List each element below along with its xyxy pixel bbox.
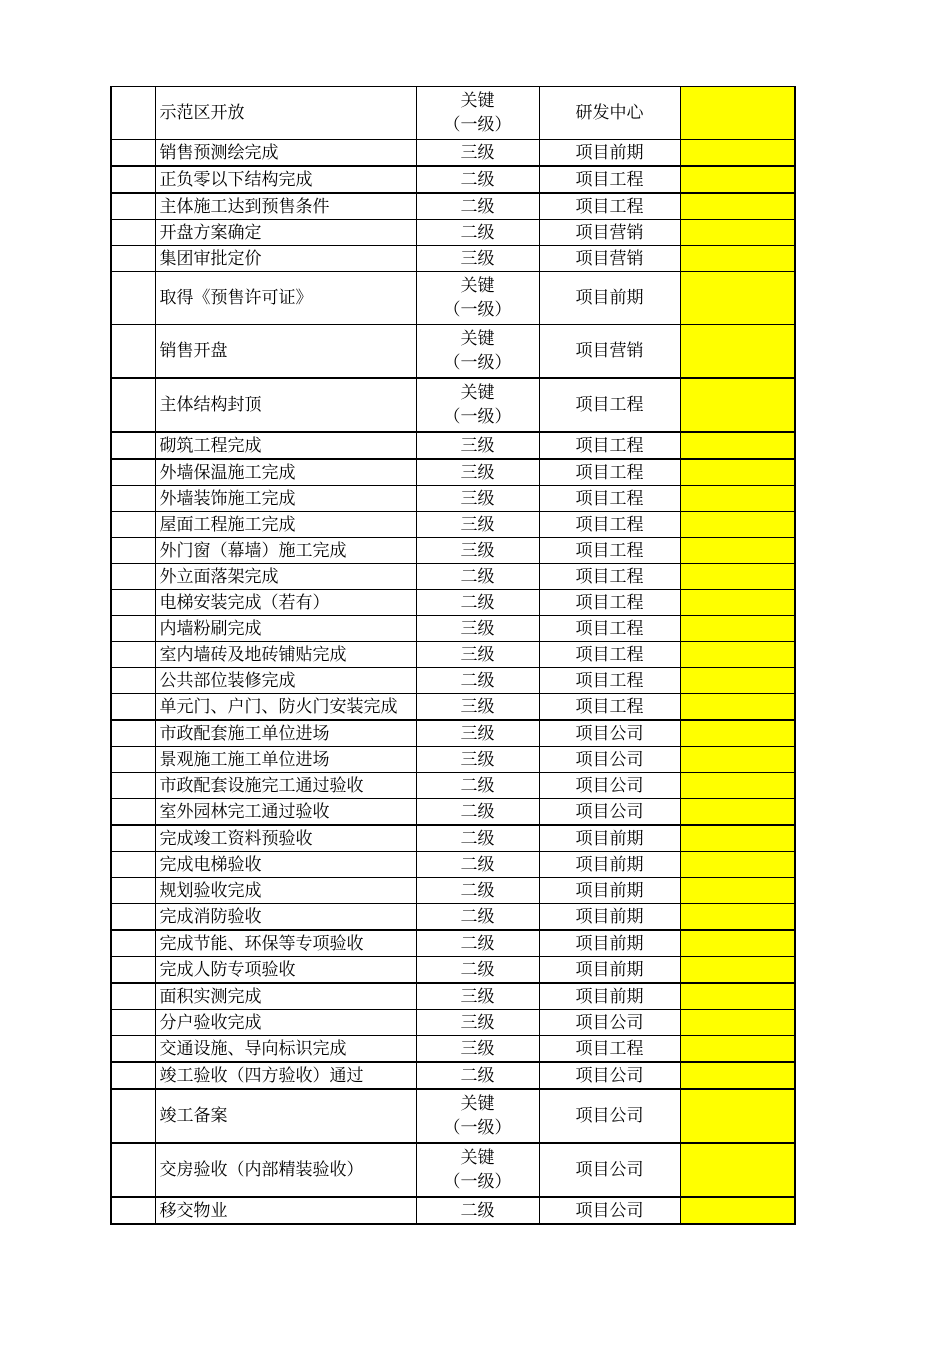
responsible-dept-cell[interactable]: 项目公司: [539, 1010, 680, 1036]
row-index-cell[interactable]: [111, 512, 155, 538]
milestone-name-cell[interactable]: 完成人防专项验收: [155, 957, 416, 984]
responsible-dept-cell[interactable]: 项目公司: [539, 1143, 680, 1197]
milestone-level-cell[interactable]: [416, 904, 539, 931]
table-row: [111, 246, 795, 272]
highlighted-date-cell[interactable]: [680, 512, 795, 538]
level-text: 三级: [460, 723, 495, 744]
highlighted-date-cell[interactable]: [680, 246, 795, 272]
level-text: 二级: [460, 1200, 495, 1221]
responsible-dept-cell[interactable]: 项目公司: [539, 1089, 680, 1143]
milestone-level-cell[interactable]: [416, 512, 539, 538]
highlighted-date-cell[interactable]: [680, 878, 795, 904]
level-text: 二级: [460, 854, 495, 875]
milestone-name-cell[interactable]: 景观施工施工单位进场: [155, 747, 416, 773]
row-index-cell[interactable]: [111, 325, 155, 379]
highlighted-date-cell[interactable]: [680, 799, 795, 826]
level-text: 二级: [460, 828, 495, 849]
table-row: [111, 1036, 795, 1063]
responsible-dept-cell[interactable]: 项目前期: [539, 140, 680, 167]
milestone-name-cell[interactable]: 内墙粉刷完成: [155, 616, 416, 642]
table-row: [111, 486, 795, 512]
table-row: [111, 512, 795, 538]
milestone-name-cell[interactable]: 单元门、户门、防火门安装完成: [155, 694, 416, 721]
milestone-name-cell[interactable]: 销售预测绘完成: [155, 140, 416, 167]
row-index-cell[interactable]: [111, 272, 155, 325]
highlighted-date-cell[interactable]: [680, 325, 795, 379]
level-text: 三级: [460, 1038, 495, 1059]
table-row: [111, 220, 795, 246]
table-row: [111, 616, 795, 642]
milestone-level-cell[interactable]: [416, 1089, 539, 1143]
responsible-dept-cell[interactable]: 项目工程: [539, 1036, 680, 1063]
responsible-dept-cell[interactable]: 项目工程: [539, 590, 680, 616]
milestone-level-cell[interactable]: [416, 1036, 539, 1063]
row-index-cell[interactable]: [111, 668, 155, 694]
level-text: 关键: [460, 276, 495, 296]
responsible-dept-cell[interactable]: 项目公司: [539, 1197, 680, 1224]
milestone-name-cell[interactable]: 外门窗（幕墙）施工完成: [155, 538, 416, 564]
highlighted-date-cell[interactable]: [680, 1089, 795, 1143]
milestone-name-cell[interactable]: 市政配套设施完工通过验收: [155, 773, 416, 799]
row-index-cell[interactable]: [111, 432, 155, 459]
row-index-cell[interactable]: [111, 1143, 155, 1197]
level-text: 三级: [460, 644, 495, 665]
milestone-name-cell[interactable]: 销售开盘: [155, 325, 416, 379]
level-text: 三级: [460, 488, 495, 509]
table-row: [111, 325, 795, 379]
milestone-level-cell[interactable]: [416, 852, 539, 878]
table-row: [111, 140, 795, 167]
milestone-name-cell[interactable]: 主体施工达到预售条件: [155, 193, 416, 220]
milestone-name-cell[interactable]: 分户验收完成: [155, 1010, 416, 1036]
highlighted-date-cell[interactable]: [680, 983, 795, 1010]
milestone-name-cell[interactable]: 砌筑工程完成: [155, 432, 416, 459]
table-row: [111, 773, 795, 799]
table-row: [111, 432, 795, 459]
highlighted-date-cell[interactable]: [680, 668, 795, 694]
table-row: [111, 87, 795, 140]
highlighted-date-cell[interactable]: [680, 720, 795, 747]
level-text: 二级: [460, 801, 495, 822]
highlighted-date-cell[interactable]: [680, 1143, 795, 1197]
row-index-cell[interactable]: [111, 1062, 155, 1089]
level-text: 二级: [460, 592, 495, 613]
milestone-name-cell[interactable]: 市政配套施工单位进场: [155, 720, 416, 747]
milestone-name-cell[interactable]: 交房验收（内部精装验收）: [155, 1143, 416, 1197]
level-text: （一级）: [443, 353, 512, 373]
highlighted-date-cell[interactable]: [680, 564, 795, 590]
responsible-dept-cell[interactable]: 项目前期: [539, 852, 680, 878]
responsible-dept-cell[interactable]: 项目前期: [539, 904, 680, 931]
milestone-sheet: [110, 86, 794, 1225]
responsible-dept-cell[interactable]: 项目工程: [539, 193, 680, 220]
table-row: [111, 193, 795, 220]
milestone-level-cell[interactable]: [416, 930, 539, 957]
milestone-name-cell[interactable]: 外立面落架完成: [155, 564, 416, 590]
row-index-cell[interactable]: [111, 694, 155, 721]
row-index-cell[interactable]: [111, 642, 155, 668]
row-index-cell[interactable]: [111, 140, 155, 167]
row-index-cell[interactable]: [111, 904, 155, 931]
milestone-level-cell[interactable]: [416, 1010, 539, 1036]
milestone-level-cell[interactable]: [416, 272, 539, 325]
row-index-cell[interactable]: [111, 616, 155, 642]
table-row: [111, 720, 795, 747]
row-index-cell[interactable]: [111, 538, 155, 564]
milestone-name-cell[interactable]: 面积实测完成: [155, 983, 416, 1010]
table-row: [111, 957, 795, 984]
level-text: 三级: [460, 618, 495, 639]
milestone-name-cell[interactable]: 完成消防验收: [155, 904, 416, 931]
responsible-dept-cell[interactable]: 项目工程: [539, 538, 680, 564]
row-index-cell[interactable]: [111, 799, 155, 826]
row-index-cell[interactable]: [111, 220, 155, 246]
responsible-dept-cell[interactable]: 项目前期: [539, 930, 680, 957]
milestone-level-cell[interactable]: [416, 668, 539, 694]
highlighted-date-cell[interactable]: [680, 694, 795, 721]
table-row: [111, 852, 795, 878]
milestone-name-cell[interactable]: 移交物业: [155, 1197, 416, 1224]
milestone-name-cell[interactable]: 电梯安装完成（若有）: [155, 590, 416, 616]
row-index-cell[interactable]: [111, 1197, 155, 1224]
level-text: （一级）: [443, 1118, 512, 1138]
table-row: [111, 1143, 795, 1197]
level-text: 三级: [460, 435, 495, 456]
responsible-dept-cell[interactable]: 项目前期: [539, 272, 680, 325]
level-text: 二级: [460, 196, 495, 217]
milestone-level-cell[interactable]: [416, 220, 539, 246]
level-text: 二级: [460, 775, 495, 796]
level-text: 二级: [460, 670, 495, 691]
responsible-dept-cell[interactable]: 项目工程: [539, 694, 680, 721]
row-index-cell[interactable]: [111, 87, 155, 140]
table-row: [111, 878, 795, 904]
table-row: [111, 668, 795, 694]
responsible-dept-cell[interactable]: 项目工程: [539, 668, 680, 694]
responsible-dept-cell[interactable]: 项目前期: [539, 825, 680, 852]
milestone-level-cell[interactable]: [416, 378, 539, 432]
level-text: 二级: [460, 566, 495, 587]
highlighted-date-cell[interactable]: [680, 1036, 795, 1063]
responsible-dept-cell[interactable]: 项目营销: [539, 325, 680, 379]
milestone-name-cell[interactable]: 室内墙砖及地砖铺贴完成: [155, 642, 416, 668]
responsible-dept-cell[interactable]: 项目营销: [539, 246, 680, 272]
level-text: 三级: [460, 986, 495, 1007]
milestone-level-cell[interactable]: [416, 825, 539, 852]
milestone-name-cell[interactable]: 示范区开放: [155, 87, 416, 140]
responsible-dept-cell[interactable]: 项目工程: [539, 486, 680, 512]
milestone-table-body: [111, 87, 795, 1225]
milestone-level-cell[interactable]: [416, 140, 539, 167]
row-index-cell[interactable]: [111, 166, 155, 193]
highlighted-date-cell[interactable]: [680, 747, 795, 773]
milestone-level-cell[interactable]: [416, 590, 539, 616]
highlighted-date-cell[interactable]: [680, 590, 795, 616]
milestone-table: [110, 86, 796, 1225]
level-text: （一级）: [443, 407, 512, 427]
milestone-level-cell[interactable]: [416, 694, 539, 721]
table-row: [111, 747, 795, 773]
level-text: 二级: [460, 933, 495, 954]
table-row: [111, 694, 795, 721]
responsible-dept-cell[interactable]: 项目前期: [539, 957, 680, 984]
milestone-name-cell[interactable]: 完成节能、环保等专项验收: [155, 930, 416, 957]
table-row: [111, 459, 795, 486]
highlighted-date-cell[interactable]: [680, 459, 795, 486]
responsible-dept-cell[interactable]: 项目工程: [539, 616, 680, 642]
level-text: （一级）: [443, 115, 512, 135]
milestone-level-cell[interactable]: [416, 246, 539, 272]
level-text: 关键: [460, 1148, 495, 1168]
responsible-dept-cell[interactable]: 项目工程: [539, 432, 680, 459]
milestone-level-cell[interactable]: [416, 1062, 539, 1089]
milestone-name-cell[interactable]: 集团审批定价: [155, 246, 416, 272]
responsible-dept-cell[interactable]: 项目工程: [539, 512, 680, 538]
milestone-name-cell[interactable]: 取得《预售许可证》: [155, 272, 416, 325]
responsible-dept-cell[interactable]: 项目前期: [539, 983, 680, 1010]
highlighted-date-cell[interactable]: [680, 1197, 795, 1224]
level-text: 二级: [460, 880, 495, 901]
table-row: [111, 642, 795, 668]
highlighted-date-cell[interactable]: [680, 904, 795, 931]
milestone-level-cell[interactable]: [416, 616, 539, 642]
milestone-name-cell[interactable]: 交通设施、导向标识完成: [155, 1036, 416, 1063]
responsible-dept-cell[interactable]: 项目工程: [539, 459, 680, 486]
milestone-name-cell[interactable]: 开盘方案确定: [155, 220, 416, 246]
milestone-level-cell[interactable]: [416, 878, 539, 904]
responsible-dept-cell[interactable]: 项目前期: [539, 878, 680, 904]
level-text: 二级: [460, 222, 495, 243]
table-row: [111, 166, 795, 193]
row-index-cell[interactable]: [111, 852, 155, 878]
milestone-name-cell[interactable]: 正负零以下结构完成: [155, 166, 416, 193]
responsible-dept-cell[interactable]: 项目营销: [539, 220, 680, 246]
responsible-dept-cell[interactable]: 项目公司: [539, 799, 680, 826]
highlighted-date-cell[interactable]: [680, 140, 795, 167]
table-row: [111, 1010, 795, 1036]
highlighted-date-cell[interactable]: [680, 852, 795, 878]
responsible-dept-cell[interactable]: 研发中心: [539, 87, 680, 140]
milestone-level-cell[interactable]: [416, 325, 539, 379]
milestone-level-cell[interactable]: [416, 983, 539, 1010]
highlighted-date-cell[interactable]: [680, 616, 795, 642]
milestone-name-cell[interactable]: 外墙保温施工完成: [155, 459, 416, 486]
highlighted-date-cell[interactable]: [680, 930, 795, 957]
milestone-name-cell[interactable]: 竣工验收（四方验收）通过: [155, 1062, 416, 1089]
milestone-level-cell[interactable]: [416, 432, 539, 459]
highlighted-date-cell[interactable]: [680, 166, 795, 193]
level-text: （一级）: [443, 300, 512, 320]
row-index-cell[interactable]: [111, 193, 155, 220]
responsible-dept-cell[interactable]: 项目公司: [539, 1062, 680, 1089]
highlighted-date-cell[interactable]: [680, 538, 795, 564]
row-index-cell[interactable]: [111, 957, 155, 984]
highlighted-date-cell[interactable]: [680, 1062, 795, 1089]
row-index-cell[interactable]: [111, 983, 155, 1010]
row-index-cell[interactable]: [111, 590, 155, 616]
table-row: [111, 1062, 795, 1089]
row-index-cell[interactable]: [111, 720, 155, 747]
milestone-level-cell[interactable]: [416, 1197, 539, 1224]
table-row: [111, 272, 795, 325]
milestone-level-cell[interactable]: [416, 564, 539, 590]
highlighted-date-cell[interactable]: [680, 1010, 795, 1036]
table-row: [111, 799, 795, 826]
table-row: [111, 1089, 795, 1143]
milestone-name-cell[interactable]: 室外园林完工通过验收: [155, 799, 416, 826]
responsible-dept-cell[interactable]: 项目工程: [539, 166, 680, 193]
milestone-name-cell[interactable]: 主体结构封顶: [155, 378, 416, 432]
milestone-name-cell[interactable]: 竣工备案: [155, 1089, 416, 1143]
responsible-dept-cell[interactable]: 项目公司: [539, 720, 680, 747]
level-text: 三级: [460, 462, 495, 483]
highlighted-date-cell[interactable]: [680, 220, 795, 246]
level-text: 关键: [460, 329, 495, 349]
level-text: 关键: [460, 383, 495, 403]
milestone-level-cell[interactable]: [416, 773, 539, 799]
milestone-level-cell[interactable]: [416, 799, 539, 826]
level-text: 三级: [460, 540, 495, 561]
table-row: [111, 538, 795, 564]
highlighted-date-cell[interactable]: [680, 432, 795, 459]
milestone-level-cell[interactable]: [416, 538, 539, 564]
milestone-name-cell[interactable]: 完成竣工资料预验收: [155, 825, 416, 852]
level-text: 二级: [460, 1065, 495, 1086]
level-text: 三级: [460, 142, 495, 163]
level-text: 关键: [460, 1094, 495, 1114]
table-row: [111, 825, 795, 852]
row-index-cell[interactable]: [111, 246, 155, 272]
responsible-dept-cell[interactable]: 项目工程: [539, 564, 680, 590]
level-text: 三级: [460, 1012, 495, 1033]
level-text: 三级: [460, 514, 495, 535]
highlighted-date-cell[interactable]: [680, 486, 795, 512]
milestone-level-cell[interactable]: [416, 486, 539, 512]
table-row: [111, 930, 795, 957]
level-text: 三级: [460, 696, 495, 717]
level-text: 二级: [460, 169, 495, 190]
table-row: [111, 564, 795, 590]
table-row: [111, 1197, 795, 1224]
row-index-cell[interactable]: [111, 459, 155, 486]
highlighted-date-cell[interactable]: [680, 193, 795, 220]
responsible-dept-cell[interactable]: 项目工程: [539, 642, 680, 668]
row-index-cell[interactable]: [111, 825, 155, 852]
level-text: （一级）: [443, 1172, 512, 1192]
row-index-cell[interactable]: [111, 878, 155, 904]
milestone-level-cell[interactable]: [416, 1143, 539, 1197]
milestone-level-cell[interactable]: [416, 166, 539, 193]
level-text: 关键: [460, 91, 495, 111]
milestone-level-cell[interactable]: [416, 747, 539, 773]
highlighted-date-cell[interactable]: [680, 272, 795, 325]
row-index-cell[interactable]: [111, 930, 155, 957]
milestone-level-cell[interactable]: [416, 957, 539, 984]
level-text: 三级: [460, 248, 495, 269]
milestone-name-cell[interactable]: 规划验收完成: [155, 878, 416, 904]
highlighted-date-cell[interactable]: [680, 378, 795, 432]
level-text: 三级: [460, 749, 495, 770]
row-index-cell[interactable]: [111, 564, 155, 590]
milestone-level-cell[interactable]: [416, 459, 539, 486]
row-index-cell[interactable]: [111, 378, 155, 432]
row-index-cell[interactable]: [111, 486, 155, 512]
milestone-name-cell[interactable]: 外墙装饰施工完成: [155, 486, 416, 512]
level-text: 二级: [460, 906, 495, 927]
highlighted-date-cell[interactable]: [680, 642, 795, 668]
row-index-cell[interactable]: [111, 1010, 155, 1036]
row-index-cell[interactable]: [111, 1089, 155, 1143]
responsible-dept-cell[interactable]: 项目公司: [539, 747, 680, 773]
row-index-cell[interactable]: [111, 747, 155, 773]
highlighted-date-cell[interactable]: [680, 957, 795, 984]
milestone-name-cell[interactable]: 屋面工程施工完成: [155, 512, 416, 538]
responsible-dept-cell[interactable]: 项目工程: [539, 378, 680, 432]
level-text: 二级: [460, 959, 495, 980]
milestone-level-cell[interactable]: [416, 87, 539, 140]
milestone-name-cell[interactable]: 公共部位装修完成: [155, 668, 416, 694]
milestone-level-cell[interactable]: [416, 193, 539, 220]
milestone-level-cell[interactable]: [416, 642, 539, 668]
row-index-cell[interactable]: [111, 1036, 155, 1063]
milestone-level-cell[interactable]: [416, 720, 539, 747]
row-index-cell[interactable]: [111, 773, 155, 799]
milestone-name-cell[interactable]: 完成电梯验收: [155, 852, 416, 878]
highlighted-date-cell[interactable]: [680, 825, 795, 852]
table-row: [111, 378, 795, 432]
responsible-dept-cell[interactable]: 项目公司: [539, 773, 680, 799]
highlighted-date-cell[interactable]: [680, 87, 795, 140]
table-row: [111, 983, 795, 1010]
table-row: [111, 904, 795, 931]
highlighted-date-cell[interactable]: [680, 773, 795, 799]
table-row: [111, 590, 795, 616]
